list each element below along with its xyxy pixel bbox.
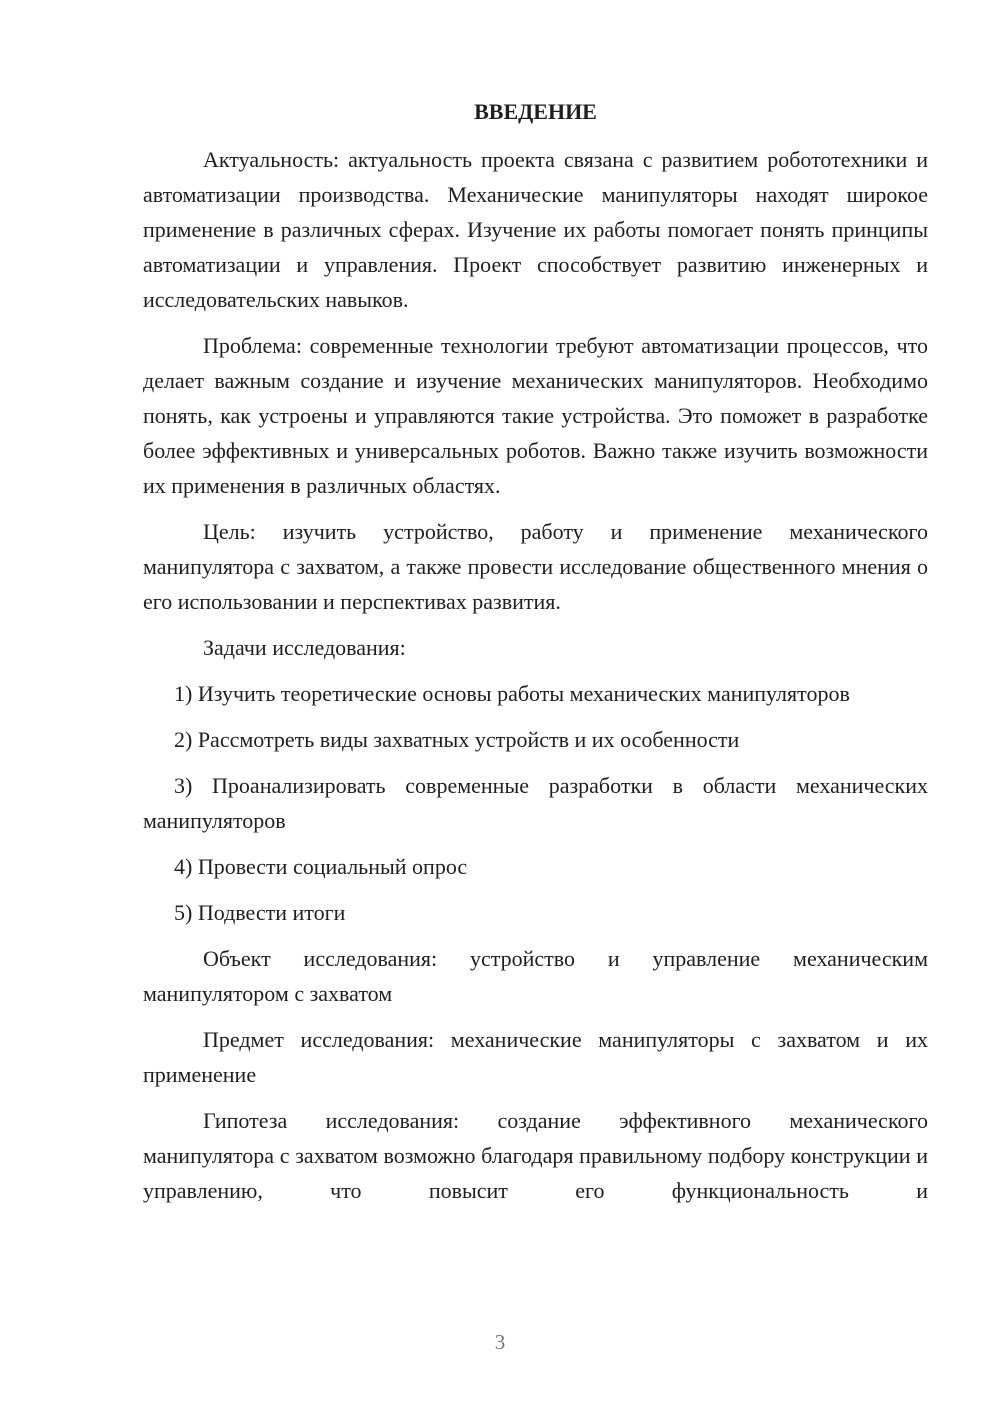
relevance-paragraph: Актуальность: актуальность проекта связана с развитием робототехники и автоматизации производства. Механические манипуляторы находят широкое применение в различных сферах. Изучение их работы помогает понять принципы автоматизации и управления. Проект способствует развитию инженерных и исследовательских навыков. [143,147,928,312]
object-paragraph: Объект исследования: устройство и управление механическим манипулятором с захватом [143,946,928,1006]
tasks-heading: Задачи исследования: [203,635,406,660]
hypothesis-paragraph: Гипотеза исследования: создание эффективного механического манипулятора с захватом возможно благодаря правильному подбору конструкции и управлению, что повысит его функциональность и [143,1108,928,1203]
page-number: 3 [494,1330,506,1354]
document-page [143,92,928,1208]
subject-paragraph: Предмет исследования: механические манипуляторы с захватом и их применение [143,1027,928,1087]
task-item-1: 1) Изучить теоретические основы работы механических манипуляторов [174,681,850,706]
task-item-3: 3) Проанализировать современные разработки в области механических манипуляторов [143,773,928,833]
goal-paragraph: Цель: изучить устройство, работу и применение механического манипулятора с захватом, а также провести исследование общественного мнения о его использовании и перспективах развития. [143,519,928,614]
problem-paragraph: Проблема: современные технологии требуют автоматизации процессов, что делает важным создание и изучение механических манипуляторов. Необходимо понять, как устроены и управляются такие устройства. Это поможет в разработке более эффективных и универсальных роботов. Важно также изучить возможности их применения в различных областях. [143,333,928,498]
page-title: ВВЕДЕНИЕ [474,99,597,124]
task-item-2: 2) Рассмотреть виды захватных устройств и их особенности [174,727,740,752]
task-item-5: 5) Подвести итоги [174,900,346,925]
task-item-4: 4) Провести социальный опрос [174,854,468,879]
